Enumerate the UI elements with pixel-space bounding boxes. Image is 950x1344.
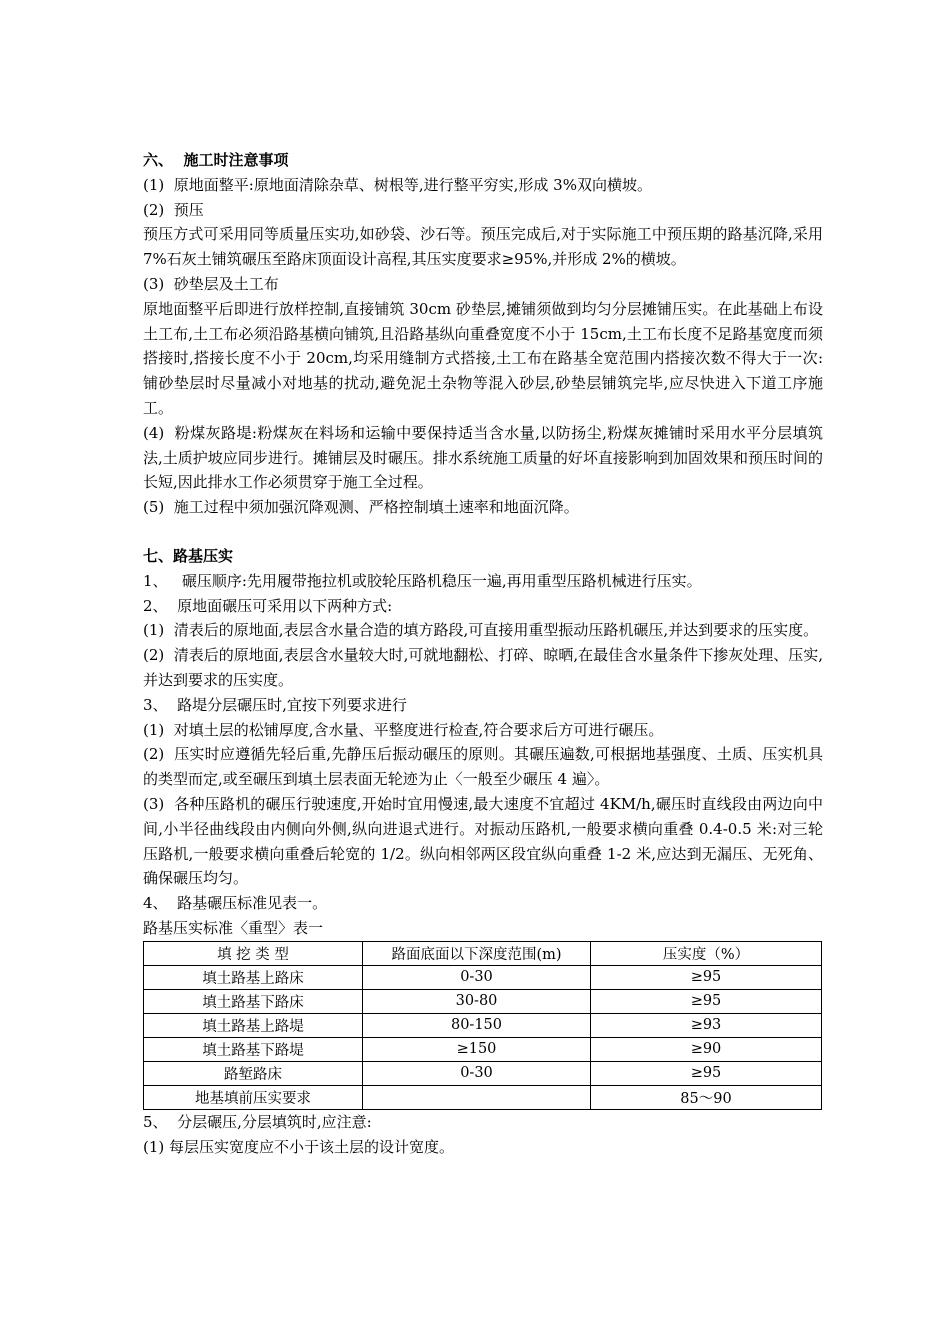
table-row xyxy=(144,989,822,1013)
s7-line-1: 1、 碾压顺序:先用履带拖拉机或胶轮压路机稳压一遍,再用重型压路机械进行压实。 xyxy=(143,571,702,590)
table-row xyxy=(144,1061,822,1085)
section-gap xyxy=(143,520,823,544)
table-cell: ≥90 xyxy=(591,1037,822,1061)
s7-line-6: (1) 对填土层的松铺厚度,含水量、平整度进行检查,符合要求后方可进行碾压。 xyxy=(143,720,664,739)
s7-line-3: (1) 清表后的原地面,表层含水量合造的填方路段,可直接用重型振动压路机碾压,并达到要求的压实度。 xyxy=(143,621,819,640)
table-cell: 填土路基下路堤 xyxy=(144,1037,363,1061)
table-cell: 0-30 xyxy=(363,965,591,989)
s6-item-2-body: 预压方式可采用同等质量压实功,如砂袋、沙石等。预压完成后,对于实际施工中预压期的路基沉降,采用 7%石灰土铺筑碾压至路床顶面设计高程,其压实度要求≥95%,并形成 2%的横坡。 xyxy=(143,225,828,269)
table-cell: 地基填前压实要求 xyxy=(144,1085,363,1109)
s6-item-3-title: (3) 砂垫层及土工布 xyxy=(143,274,279,293)
s7-line-2: 2、 原地面碾压可采用以下两种方式: xyxy=(143,596,393,615)
s7-after-line-1: 5、 分层碾压,分层填筑时,应注意: xyxy=(143,1112,372,1131)
s7-line-8: (3) 各种压路机的碾压行驶速度,开始时宜用慢速,最大速度不宜超过 4KM/h,碾压时直线段由两边向中间,小半径曲线段由内侧向外侧,纵向进退式进行。对振动压路机,一般要求横向重叠 0.4-0.5 米:对三轮压路机,一般要求横向重叠后轮宽的 1/2。纵向相邻两区段宜纵向重叠 1-2 米,应达到无漏压、无死角、确保碾压均匀。 xyxy=(143,794,823,888)
table-row xyxy=(144,965,822,989)
table-cell: 0-30 xyxy=(363,1061,591,1085)
table-cell: 填土路基下路床 xyxy=(144,989,363,1013)
s7-after-line-2: (1) 每层压实宽度应不小于该土层的设计宽度。 xyxy=(143,1137,455,1156)
s6-item-3-body: 原地面整平后即进行放样控制,直接铺筑 30cm 砂垫层,摊铺须做到均匀分层摊铺压实。在此基础上布设土工布,土工布必须沿路基横向铺筑,且沿路基纵向重叠宽度不小于 15cm,土工布长度不足路基宽度而须搭接时,搭接长度不小于 20cm,均采用缝制方式搭接,土工布在路基全宽范围内搭接次数不得大于一次:铺砂垫层时尽量减小对地基的扰动,避免泥土杂物等混入砂层,砂垫层铺筑完毕,应尽快进入下道工序施工。 xyxy=(143,299,823,417)
table-row xyxy=(144,1037,822,1061)
table-cell: 30-80 xyxy=(363,989,591,1013)
table-row xyxy=(144,1085,822,1109)
table-cell: 85～90 xyxy=(591,1085,822,1109)
table-header-row xyxy=(144,941,822,965)
s7-line-5: 3、 路堤分层碾压时,宜按下列要求进行 xyxy=(143,695,407,714)
s7-line-4: (2) 清表后的原地面,表层含水量较大时,可就地翻松、打碎、晾晒,在最佳含水量条件下掺灰处理、压实,并达到要求的压实度。 xyxy=(143,646,823,689)
table-cell: ≥95 xyxy=(591,989,822,1013)
table-header-cell: 路面底面以下深度范围(m) xyxy=(363,941,591,965)
s6-item-1: (1) 原地面整平:原地面清除杂草、树根等,进行整平穷实,形成 3%双向横坡。 xyxy=(143,175,652,194)
table-cell: 填土路基上路床 xyxy=(144,965,363,989)
table-row xyxy=(144,1013,822,1037)
table-cell: ≥95 xyxy=(591,1061,822,1085)
s7-line-9: 4、 路基碾压标准见表一。 xyxy=(143,894,328,913)
table-cell: ≥150 xyxy=(363,1037,591,1061)
table-caption: 路基压实标准〈重型〉表一 xyxy=(143,918,324,937)
s6-item-5: (5) 施工过程中须加强沉降观测、严格控制填土速率和地面沉降。 xyxy=(143,498,579,517)
table-cell: 路堑路床 xyxy=(144,1061,363,1085)
table-header-cell: 填 挖 类 型 xyxy=(144,941,363,965)
compaction-standard-table xyxy=(143,941,822,1110)
table-cell: 填土路基上路堤 xyxy=(144,1013,363,1037)
table-cell: ≥93 xyxy=(591,1013,822,1037)
s6-item-4: (4) 粉煤灰路堤:粉煤灰在料场和运输中要保持适当含水量,以防扬尘,粉煤灰摊铺时采用水平分层填筑法,土质护坡应同步进行。摊铺层及时碾压。排水系统施工质量的好坏直接影响到加固效果和预压时间的长短,因此排水工作必须贯穿于施工全过程。 xyxy=(143,423,823,492)
section-6-heading: 六、 施工时注意事项 xyxy=(143,151,289,169)
s6-item-2-title: (2) 预压 xyxy=(143,200,204,219)
table-cell: ≥95 xyxy=(591,965,822,989)
document-body xyxy=(143,148,828,1159)
table-cell xyxy=(363,1085,591,1109)
section-7-heading: 七、路基压实 xyxy=(143,546,234,565)
table-header-cell: 压实度（%） xyxy=(591,941,822,965)
s7-line-7: (2) 压实时应遵循先轻后重,先静压后振动碾压的原则。其碾压遍数,可根据地基强度、土质、压实机具的类型而定,或至碾压到填土层表面无轮迹为止〈一般至少碾压 4 遍〉。 xyxy=(143,745,823,789)
table-cell: 80-150 xyxy=(363,1013,591,1037)
